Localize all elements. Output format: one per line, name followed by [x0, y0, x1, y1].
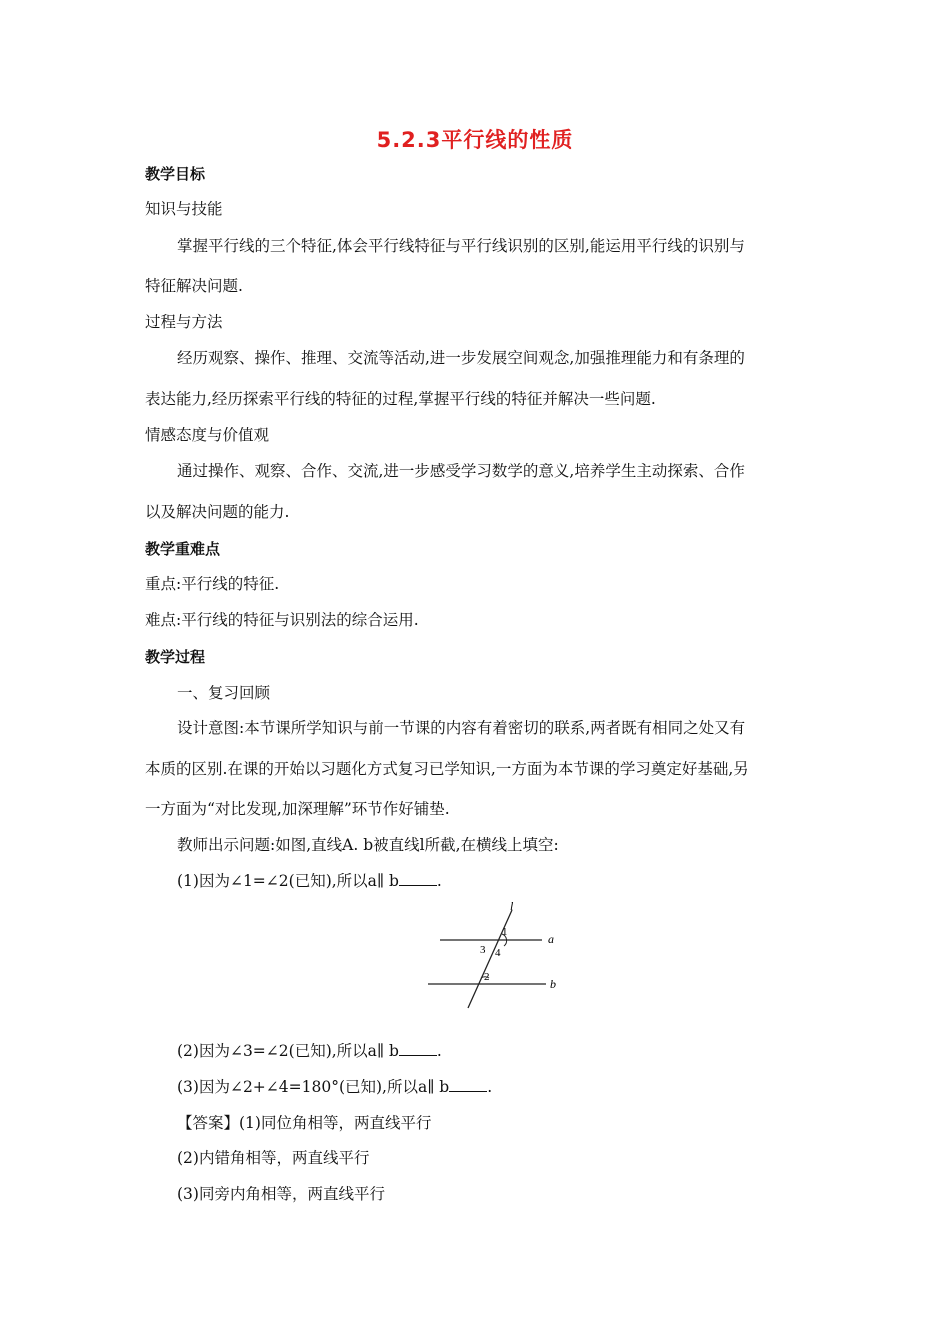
process-heading: 过程与方法 [145, 313, 223, 331]
design-intent-line1: 设计意图:本节课所学知识与前一节课的内容有着密切的联系,两者既有相同之处又有 [177, 719, 746, 737]
question-1-period: . [436, 872, 442, 890]
question-1 [177, 871, 442, 891]
question-3-period: . [487, 1078, 493, 1096]
page-title: 5.2.3平行线的性质 [376, 128, 574, 152]
attitude-paragraph-line1: 通过操作、观察、合作、交流,进一步感受学习数学的意义,培养学生主动探索、合作 [177, 462, 745, 480]
objectives-heading: 教学目标 [145, 165, 206, 183]
question-2-period: . [436, 1042, 442, 1060]
knowledge-paragraph-line1: 掌握平行线的三个特征,体会平行线特征与平行线识别的区别,能运用平行线的识别与 [177, 237, 745, 255]
transversal-l [468, 910, 512, 1008]
answer-2: (2)内错角相等，两直线平行 [177, 1149, 370, 1167]
knowledge-paragraph-line2: 特征解决问题. [145, 277, 243, 295]
difficult-point: 难点:平行线的特征与识别法的综合运用. [145, 611, 419, 629]
process-paragraph-line2: 表达能力,经历探索平行线的特征的过程,掌握平行线的特征并解决一些问题. [145, 390, 656, 408]
key-point: 重点:平行线的特征. [145, 575, 280, 593]
question-2 [177, 1041, 442, 1061]
design-intent-line2: 本质的区别.在课的开始以习题化方式复习已学知识,一方面为本节课的学习奠定好基础,另 [145, 760, 749, 778]
answer-blank [399, 871, 437, 886]
attitude-heading: 情感态度与价值观 [145, 426, 270, 444]
answer-3: (3)同旁内角相等，两直线平行 [177, 1185, 385, 1203]
question-2-text: (2)因为∠3=∠2(已知),所以a∥ b [177, 1042, 399, 1060]
question-3 [177, 1077, 492, 1097]
label-a: a [548, 932, 554, 946]
label-angle-4: 4 [495, 947, 501, 959]
answer-blank [399, 1041, 437, 1056]
answer-1: 【答案】(1)同位角相等，两直线平行 [177, 1114, 432, 1132]
review-heading: 一、复习回顾 [177, 684, 271, 702]
knowledge-heading: 知识与技能 [145, 200, 223, 218]
process-paragraph-line1: 经历观察、操作、推理、交流等活动,进一步发展空间观念,加强推理能力和有条理的 [177, 349, 745, 367]
question-1-text: (1)因为∠1=∠2(已知),所以a∥ b [177, 872, 399, 890]
label-angle-1: 1 [502, 926, 508, 938]
label-angle-2: 2 [484, 971, 490, 983]
label-angle-3: 3 [480, 944, 486, 956]
teaching-process-heading: 教学过程 [145, 648, 206, 666]
key-difficult-heading: 教学重难点 [145, 540, 221, 558]
question-3-text: (3)因为∠2+∠4=180°(已知),所以a∥ b [177, 1078, 450, 1096]
label-l: l [510, 899, 514, 913]
parallel-lines-diagram [420, 898, 570, 1014]
teacher-question: 教师出示问题:如图,直线A. b被直线l所截,在横线上填空: [177, 836, 559, 854]
answer-blank [449, 1077, 487, 1092]
attitude-paragraph-line2: 以及解决问题的能力. [145, 503, 290, 521]
label-b: b [550, 977, 556, 991]
design-intent-line3: 一方面为“对比发现,加深理解”环节作好铺垫. [145, 800, 450, 818]
